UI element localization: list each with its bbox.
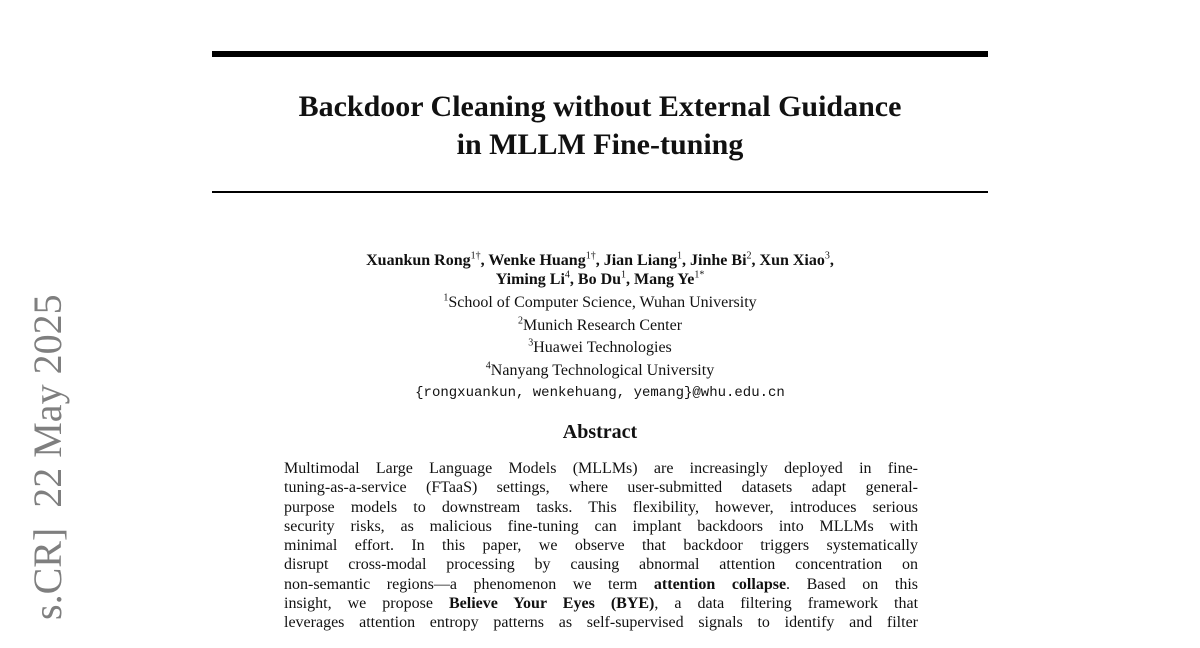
affiliation-mark: 4 bbox=[485, 360, 491, 372]
author-name: Jian Liang bbox=[603, 252, 678, 269]
author-name: Mang Ye bbox=[634, 271, 695, 288]
affiliation bbox=[212, 337, 988, 360]
text-run: . Based on this bbox=[786, 575, 918, 593]
abstract-line bbox=[284, 575, 918, 594]
author-name: Jinhe Bi bbox=[690, 252, 747, 269]
paper-title bbox=[212, 88, 988, 164]
author-name: Xun Xiao bbox=[759, 252, 825, 269]
abstract-line bbox=[284, 594, 918, 613]
text-run: Multimodal Large Language Models (MLLMs) are increasingly deployed in fine- bbox=[284, 460, 918, 477]
text-run: disrupt cross-modal processing by causing abnormal attention concentration on bbox=[284, 556, 918, 574]
bottom-rule bbox=[212, 191, 988, 193]
author-affiliation-mark: 4 bbox=[564, 269, 570, 281]
author-affiliation-mark: 2 bbox=[746, 250, 752, 262]
text-run: insight, we propose bbox=[284, 595, 449, 613]
affiliation-name: Huawei Technologies bbox=[533, 339, 672, 356]
text-run: purpose models to downstream tasks. This flexibility, however, introduces serious bbox=[284, 498, 918, 516]
author-name: Wenke Huang bbox=[488, 252, 586, 269]
title-line: Backdoor Cleaning without External Guidance bbox=[298, 90, 902, 123]
abstract-line bbox=[284, 459, 918, 478]
text-run: , a data filtering framework that bbox=[654, 595, 919, 613]
abstract-line bbox=[284, 613, 918, 632]
author-affiliation-mark: 1* bbox=[694, 269, 705, 281]
author-affiliation-mark: 1† bbox=[470, 250, 481, 262]
affiliation-mark: 3 bbox=[528, 337, 534, 349]
author-affiliation-mark: 3 bbox=[824, 250, 830, 262]
affiliation-mark: 1 bbox=[443, 292, 449, 304]
abstract-heading: Abstract bbox=[562, 421, 638, 443]
abstract-line bbox=[284, 498, 918, 517]
affiliation-name: School of Computer Science, Wuhan University bbox=[448, 294, 757, 311]
bold-term: Believe Your Eyes (BYE) bbox=[448, 595, 655, 613]
author-line: Yiming Li$^4$, Bo Du$^1$, Mang $Ye^{1*}$ bbox=[495, 269, 705, 288]
author-line: Xuankun Rong$^{1\dagger}$, Wenke Huang$^{1\dagger}$, Jian Liang$^1$, Jinhe Bi$^2$, Xun Xiao$^3$, bbox=[366, 250, 834, 269]
author-name: Bo Du bbox=[577, 271, 622, 288]
arxiv-stamp: s.CR] 22 May 2025 bbox=[25, 294, 70, 620]
affiliation bbox=[212, 315, 988, 338]
author-email: {rongxuankun, wenkehuang, yemang}@whu.edu.cn bbox=[415, 385, 785, 401]
affiliation-name: Munich Research Center bbox=[522, 316, 683, 334]
affiliation-mark: 2 bbox=[517, 315, 523, 327]
abstract-body bbox=[284, 459, 918, 633]
affiliation-name: Nanyang Technological University bbox=[490, 361, 715, 379]
affiliation bbox=[212, 292, 988, 315]
text-run: leverages attention entropy patterns as self-supervised signals to identify and filter bbox=[284, 614, 918, 632]
abstract-line bbox=[284, 536, 918, 555]
bold-term: attention collapse bbox=[653, 575, 787, 593]
author-list bbox=[212, 251, 988, 289]
text-run: non-semantic regions—a phenomenon we term bbox=[284, 575, 654, 593]
author-affiliation-mark: 1 bbox=[677, 250, 683, 262]
text-run: tuning-as-a-service (FTaaS) settings, where user-submitted datasets adapt general- bbox=[284, 479, 918, 497]
abstract-line bbox=[284, 478, 918, 497]
author-name: Yiming Li bbox=[495, 271, 565, 288]
text-run: minimal effort. In this paper, we observe that backdoor triggers systematically bbox=[284, 537, 918, 555]
affiliations bbox=[212, 292, 988, 405]
affiliation bbox=[212, 360, 988, 383]
title-line: in MLLM Fine-tuning bbox=[456, 128, 744, 161]
abstract-line bbox=[284, 517, 918, 536]
abstract-line bbox=[284, 555, 918, 574]
top-rule bbox=[212, 51, 988, 57]
author-affiliation-mark: 1 bbox=[621, 269, 627, 281]
text-run: security risks, as malicious fine-tuning can implant backdoors into MLLMs with bbox=[284, 517, 918, 535]
author-name: Xuankun Rong bbox=[366, 252, 471, 269]
author-affiliation-mark: 1† bbox=[585, 250, 596, 262]
